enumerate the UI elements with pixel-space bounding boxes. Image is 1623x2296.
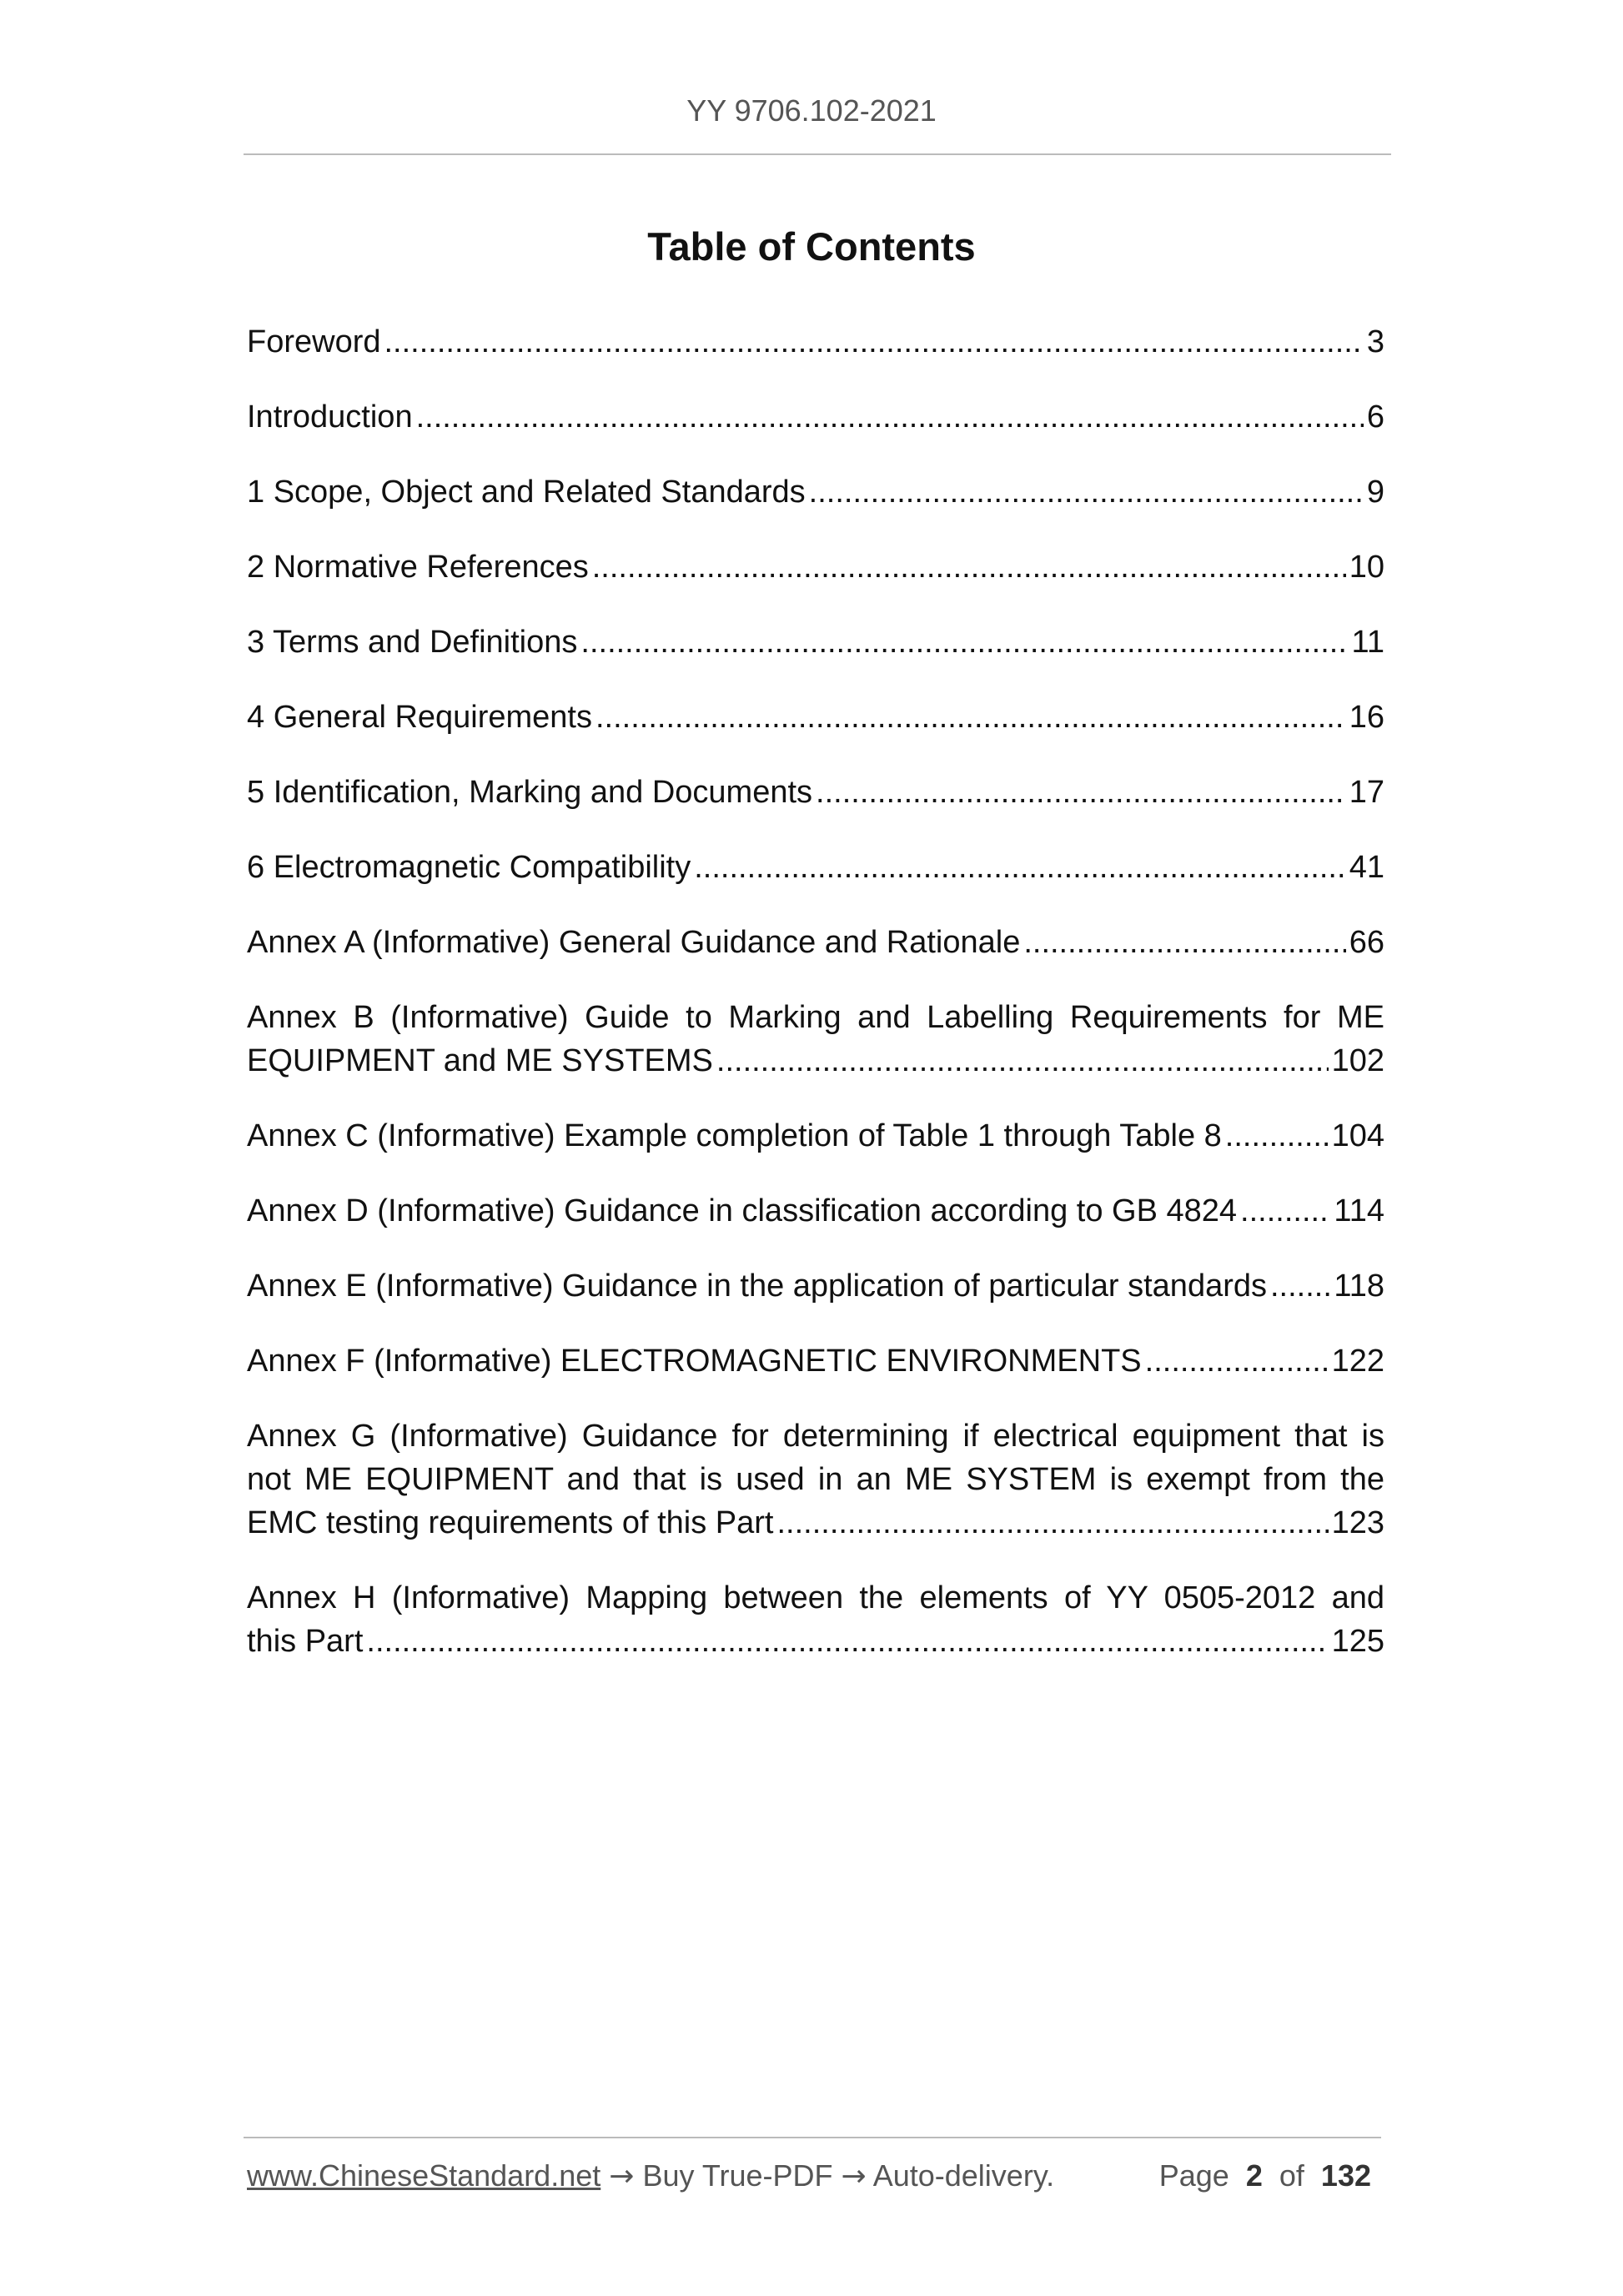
toc-entry[interactable] bbox=[247, 470, 1384, 514]
toc-entry-label: 5 Identification, Marking and Documents bbox=[247, 775, 813, 810]
page-indicator bbox=[1159, 2158, 1371, 2193]
toc-entry-label: Annex D (Informative) Guidance in classification according to GB 4824 bbox=[247, 1193, 1238, 1228]
toc-entry-line bbox=[247, 1501, 1384, 1545]
toc-entry-label: 2 Normative References bbox=[247, 550, 589, 585]
toc-entry-line: Annex H (Informative) Mapping between the elements of YY 0505-2012 and bbox=[247, 1580, 1384, 1615]
toc-entry-label: Foreword bbox=[247, 324, 381, 359]
toc-entry-line bbox=[247, 320, 1384, 364]
toc-entry-line bbox=[247, 1339, 1384, 1383]
arrow-right-icon: → bbox=[841, 2159, 867, 2193]
toc-entry[interactable] bbox=[247, 921, 1384, 964]
dot-leader bbox=[776, 1501, 1328, 1545]
footer-promo bbox=[247, 2158, 1054, 2193]
toc-entry[interactable] bbox=[247, 395, 1384, 439]
dot-leader bbox=[694, 846, 1345, 889]
toc-entry[interactable] bbox=[247, 1576, 1384, 1663]
toc-entry-page: 114 bbox=[1334, 1193, 1384, 1228]
dot-leader bbox=[1270, 1264, 1330, 1308]
toc-entry-label: Annex F (Informative) ELECTROMAGNETIC ENVIRONMENTS bbox=[247, 1344, 1142, 1379]
dot-leader bbox=[816, 771, 1346, 814]
header-doc-code: YY 9706.102-2021 bbox=[686, 93, 937, 128]
toc-entry-line bbox=[247, 921, 1384, 964]
dot-leader bbox=[580, 620, 1348, 664]
footer-divider bbox=[244, 2137, 1381, 2138]
header-divider bbox=[244, 153, 1391, 155]
toc-entry[interactable] bbox=[247, 996, 1384, 1083]
toc-entry-line: not ME EQUIPMENT and that is used in an ME SYSTEM is exempt from the bbox=[247, 1462, 1384, 1497]
toc-entry-page: 6 bbox=[1366, 399, 1384, 435]
toc-entry-line bbox=[247, 846, 1384, 889]
dot-leader bbox=[384, 320, 1364, 364]
dot-leader bbox=[416, 395, 1364, 439]
toc-entry[interactable] bbox=[247, 846, 1384, 889]
of-word: of bbox=[1279, 2158, 1304, 2193]
toc-entry-line bbox=[247, 1039, 1384, 1083]
toc-entry[interactable] bbox=[247, 620, 1384, 664]
toc-entry-line bbox=[247, 395, 1384, 439]
dot-leader bbox=[1023, 921, 1345, 964]
arrow-right-icon: → bbox=[609, 2159, 635, 2193]
toc-entry[interactable] bbox=[247, 1264, 1384, 1308]
toc-entry-label: 1 Scope, Object and Related Standards bbox=[247, 475, 806, 510]
page-title: Table of Contents bbox=[647, 224, 976, 269]
toc-entry-page: 125 bbox=[1331, 1624, 1384, 1659]
toc-entry-page: 3 bbox=[1366, 324, 1384, 359]
toc-entry-page: 10 bbox=[1349, 550, 1384, 585]
dot-leader bbox=[595, 696, 1346, 739]
toc-entry-page: 104 bbox=[1331, 1118, 1384, 1153]
toc-entry[interactable] bbox=[247, 771, 1384, 814]
page-current: 2 bbox=[1245, 2158, 1263, 2193]
footer-auto-text: Auto-delivery. bbox=[872, 2158, 1055, 2193]
page-footer bbox=[247, 2158, 1384, 2193]
toc-entry[interactable] bbox=[247, 545, 1384, 589]
toc-entry-page: 66 bbox=[1349, 925, 1384, 960]
toc-entry[interactable] bbox=[247, 1339, 1384, 1383]
toc-entry-label: EQUIPMENT and ME SYSTEMS bbox=[247, 1043, 713, 1078]
toc-entry-page: 9 bbox=[1366, 475, 1384, 510]
dot-leader bbox=[1240, 1189, 1330, 1233]
dot-leader bbox=[1225, 1114, 1329, 1158]
toc-entry-page: 123 bbox=[1331, 1505, 1384, 1540]
toc-entry-label: Annex E (Informative) Guidance in the application of particular standards bbox=[247, 1269, 1267, 1304]
toc-entry[interactable] bbox=[247, 696, 1384, 739]
toc-entry-page: 17 bbox=[1349, 775, 1384, 810]
toc-entry-line bbox=[247, 696, 1384, 739]
toc-entry-line bbox=[247, 1114, 1384, 1158]
toc-entry-label: Annex A (Informative) General Guidance and Rationale bbox=[247, 925, 1021, 960]
toc-entry-line bbox=[247, 1264, 1384, 1308]
toc-entry-line bbox=[247, 470, 1384, 514]
page-word: Page bbox=[1158, 2158, 1229, 2193]
toc-entry[interactable] bbox=[247, 320, 1384, 364]
toc-entry-page: 102 bbox=[1331, 1043, 1384, 1078]
dot-leader bbox=[716, 1039, 1329, 1083]
toc-entry-page: 11 bbox=[1351, 625, 1384, 660]
toc-entry-label: Annex C (Informative) Example completion of Table 1 through Table 8 bbox=[247, 1118, 1222, 1153]
toc-entry-page: 118 bbox=[1334, 1269, 1384, 1304]
toc-entry-label: Introduction bbox=[247, 399, 413, 435]
table-of-contents bbox=[247, 320, 1384, 1695]
toc-entry-page: 122 bbox=[1331, 1344, 1384, 1379]
toc-entry-line bbox=[247, 1620, 1384, 1663]
toc-entry-label: 3 Terms and Definitions bbox=[247, 625, 578, 660]
toc-entry-line bbox=[247, 545, 1384, 589]
toc-entry-label: 6 Electromagnetic Compatibility bbox=[247, 850, 691, 885]
toc-entry-label: this Part bbox=[247, 1624, 364, 1659]
toc-entry-line: Annex G (Informative) Guidance for determining if electrical equipment that is bbox=[247, 1419, 1384, 1454]
toc-entry-line bbox=[247, 620, 1384, 664]
footer-buy-text: Buy True-PDF bbox=[642, 2158, 833, 2193]
toc-entry-label: EMC testing requirements of this Part bbox=[247, 1505, 774, 1540]
dot-leader bbox=[366, 1620, 1328, 1663]
toc-entry-label: 4 General Requirements bbox=[247, 700, 592, 735]
dot-leader bbox=[1145, 1339, 1329, 1383]
toc-entry[interactable] bbox=[247, 1114, 1384, 1158]
website-link[interactable]: www.ChineseStandard.net bbox=[247, 2158, 601, 2193]
page-total: 132 bbox=[1320, 2158, 1371, 2193]
toc-entry-line bbox=[247, 771, 1384, 814]
toc-entry-line bbox=[247, 1189, 1384, 1233]
toc-entry-page: 16 bbox=[1349, 700, 1384, 735]
toc-entry[interactable] bbox=[247, 1414, 1384, 1545]
toc-entry-line: Annex B (Informative) Guide to Marking and Labelling Requirements for ME bbox=[247, 1000, 1384, 1035]
dot-leader bbox=[592, 545, 1346, 589]
toc-entry-page: 41 bbox=[1349, 850, 1384, 885]
toc-entry[interactable] bbox=[247, 1189, 1384, 1233]
dot-leader bbox=[809, 470, 1364, 514]
